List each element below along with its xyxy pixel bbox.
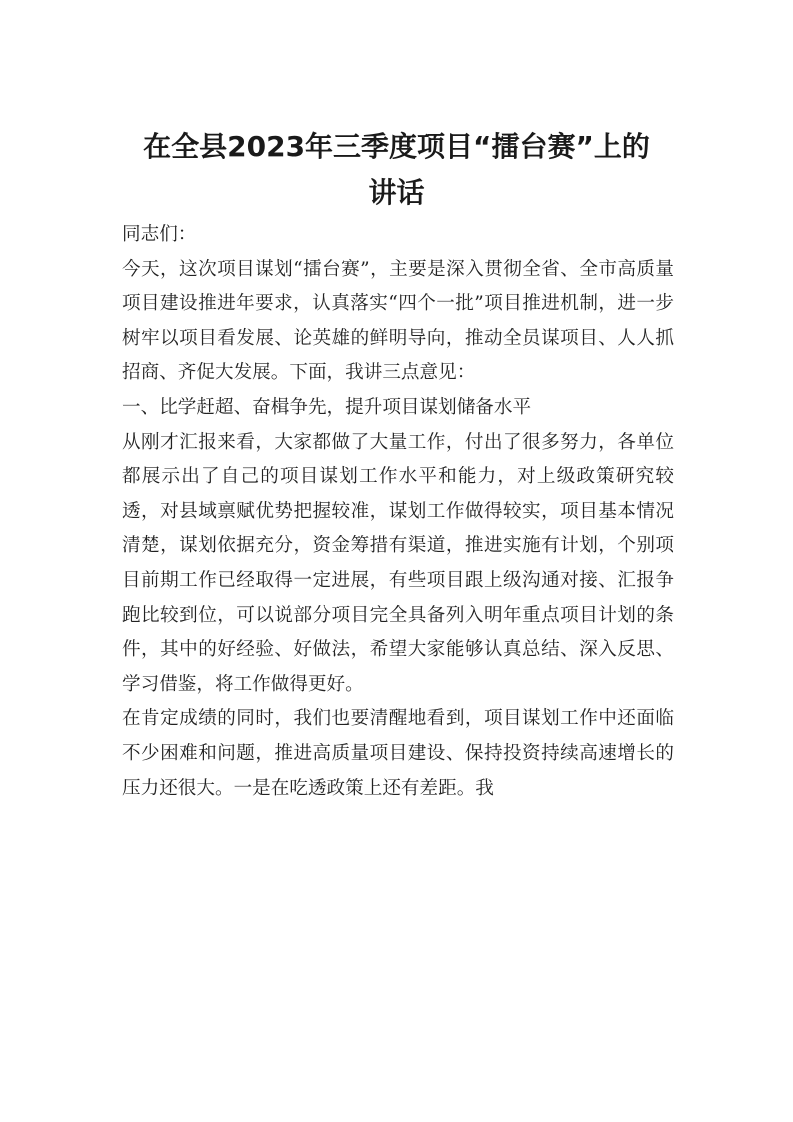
document-body bbox=[122, 218, 674, 806]
section-heading-1: 一、比学赶超、奋楫争先，提升项目谋划储备水平 bbox=[122, 396, 532, 418]
title-line-1: 在全县2023年三季度项目“擂台赛”上的 bbox=[143, 130, 650, 163]
paragraph-problems: 在肯定成绩的同时，我们也要清醒地看到，项目谋划工作中还面临不少困难和问题，推进高质量项目建设、保持投资持续高速增长的压力还很大。一是在吃透政策上还有差距。我 bbox=[122, 708, 674, 799]
document-title bbox=[100, 124, 693, 216]
title-line-2: 讲话 bbox=[368, 176, 425, 209]
paragraph-achievements: 从刚才汇报来看，大家都做了大量工作，付出了很多努力，各单位都展示出了自己的项目谋划工作水平和能力，对上级政策研究较透，对县域禀赋优势把握较准，谋划工作做得较实，项目基本情况清楚，谋划依据充分，资金筹措有渠道，推进实施有计划，个别项目前期工作已经取得一定进展，有些项目跟上级沟通对接、汇报争跑比较到位，可以说部分项目完全具备列入明年重点项目计划的条件，其中的好经验、好做法，希望大家能够认真总结、深入反思、学习借鉴，将工作做得更好。 bbox=[122, 431, 674, 695]
paragraph-intro: 今天，这次项目谋划“擂台赛”，主要是深入贯彻全省、全市高质量项目建设推进年要求，认真落实“四个一批”项目推进机制，进一步树牢以项目看发展、论英雄的鲜明导向，推动全员谋项目、人人抓招商、齐促大发展。下面，我讲三点意见： bbox=[122, 258, 674, 384]
salutation: 同志们： bbox=[122, 224, 197, 245]
